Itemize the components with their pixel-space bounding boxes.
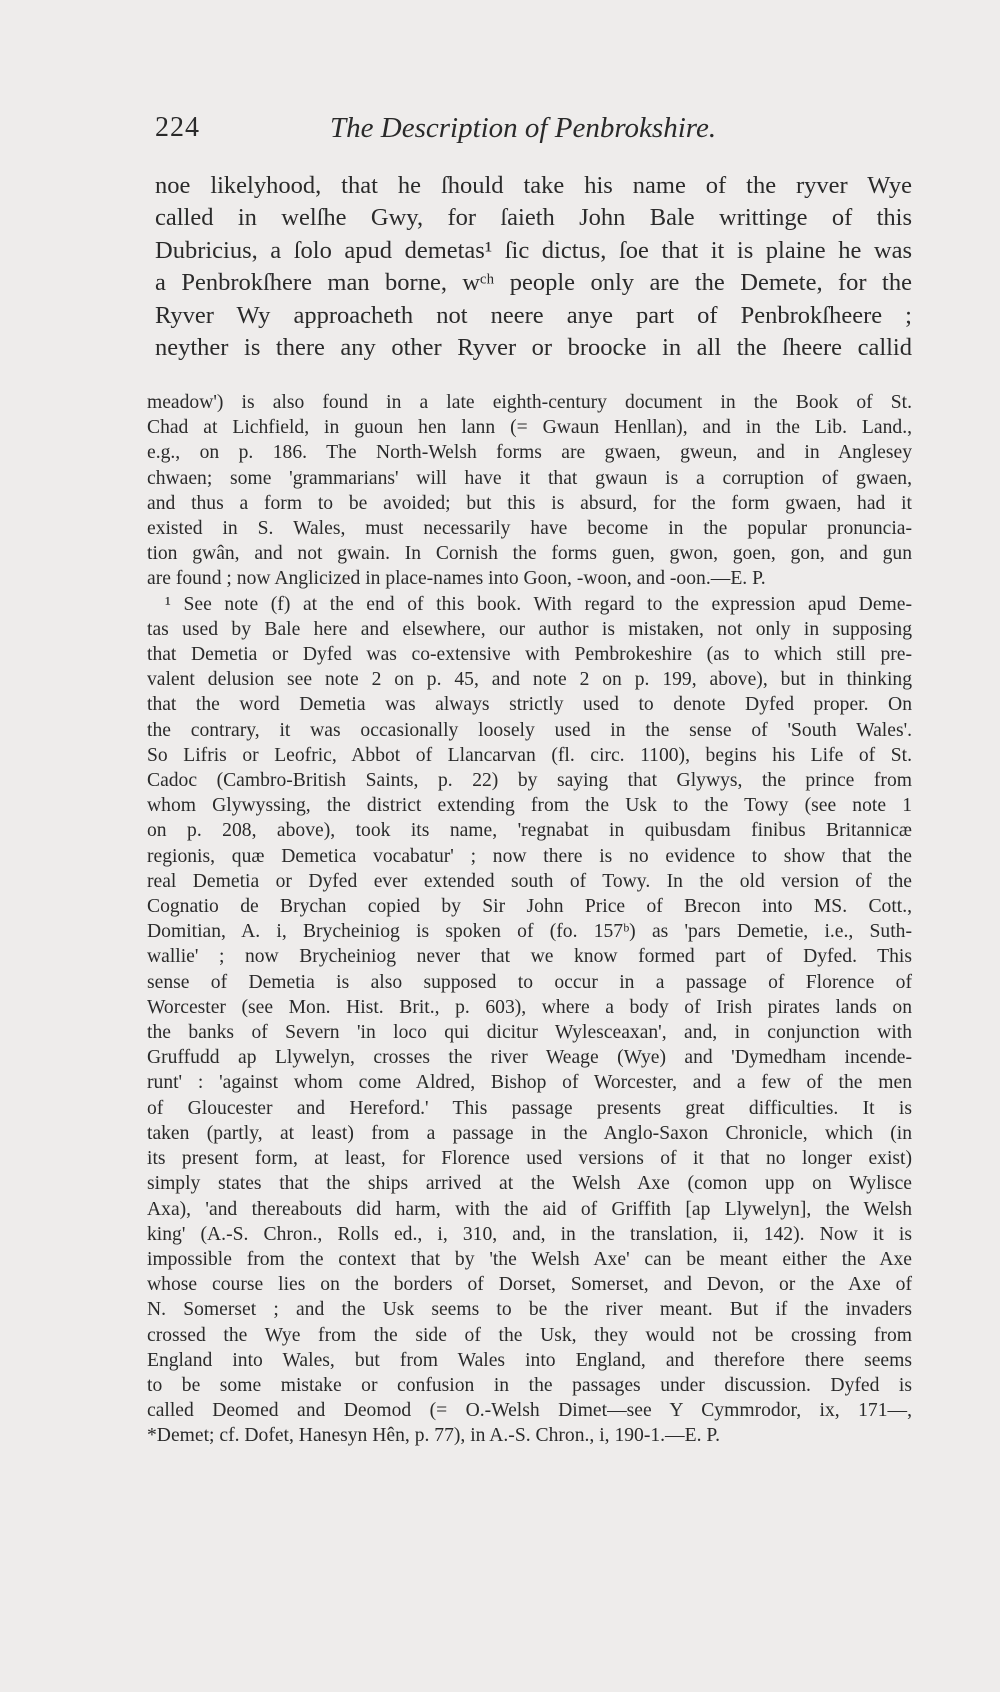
main-text-line: a Penbrokſhere man borne, wᶜʰ people only are the Demete, for the <box>155 269 912 297</box>
footnote-line: impossible from the context that by 'the Welsh Axe' can be meant either the Axe <box>147 1248 912 1270</box>
footnote-line: Cognatio de Brychan copied by Sir John Price of Brecon into MS. Cott., <box>147 896 912 918</box>
footnote-line: Axa), 'and thereabouts did harm, with the aid of Griffith [ap Llywelyn], the Welsh <box>147 1198 912 1220</box>
footnote-line: simply states that the ships arrived at the Welsh Axe (comon upp on Wylisce <box>147 1173 912 1195</box>
footnote-line: that the word Demetia was always strictly used to denote Dyfed proper. On <box>147 694 912 716</box>
footnotes-block <box>147 390 912 1449</box>
footnote-line: existed in S. Wales, must necessarily have become in the popular pronuncia- <box>147 518 912 540</box>
footnote-line: on p. 208, above), took its name, 'regnabat in quibusdam finibus Britannicæ <box>147 820 912 842</box>
footnote-line: whom Glywyssing, the district extending from the Usk to the Towy (see note 1 <box>147 795 912 817</box>
running-title: The Description of Penbrokshire. <box>330 112 717 144</box>
footnote-line: king' (A.-S. Chron., Rolls ed., i, 310, and, in the translation, ii, 142). Now it is <box>147 1223 912 1245</box>
footnote-line: chwaen; some 'grammarians' will have it that gwaun is a corruption of gwaen, <box>147 467 912 489</box>
footnote-line: Gruffudd ap Llywelyn, crosses the river Weage (Wye) and 'Dymedham incende- <box>147 1047 912 1069</box>
footnote-line: sense of Demetia is also supposed to occur in a passage of Florence of <box>147 971 912 993</box>
footnote-line: real Demetia or Dyfed ever extended south of Towy. In the old version of the <box>147 870 912 892</box>
footnote-line: are found ; now Anglicized in place-names into Goon, -woon, and -oon.—E. P. <box>147 568 766 590</box>
footnote-line: *Demet; cf. Dofet, Hanesyn Hên, p. 77), in A.-S. Chron., i, 190-1.—E. P. <box>147 1425 721 1447</box>
footnote-line: tion gwân, and not gwain. In Cornish the forms guen, gwon, goen, gon, and gun <box>147 543 912 565</box>
main-text-line: Dubricius, a ſolo apud demetas¹ ſic dictus, ſoe that it is plaine he was <box>155 236 912 264</box>
footnote-line: meadow') is also found in a late eighth-century document in the Book of St. <box>147 392 912 413</box>
footnote-line: regionis, quæ Demetica vocabatur' ; now there is no evidence to show that the <box>147 845 912 867</box>
footnote-line: e.g., on p. 186. The North-Welsh forms are gwaen, gweun, and in Anglesey <box>147 442 912 464</box>
footnote-line: crossed the Wye from the side of the Usk, they would not be crossing from <box>147 1324 912 1346</box>
main-text-line: Ryver Wy approacheth not neere anye part of Penbrokſheere ; <box>155 301 912 329</box>
footnote-line: runt' : 'against whom come Aldred, Bishop of Worcester, and a few of the men <box>147 1072 912 1094</box>
footnote-line: valent delusion see note 2 on p. 45, and note 2 on p. 199, above), but in thinking <box>147 669 912 691</box>
footnote-line: the banks of Severn 'in loco qui dicitur Wylesceaxan', and, in conjunction with <box>147 1022 912 1044</box>
footnote-line: that Demetia or Dyfed was co-extensive with Pembrokeshire (as to which still pre- <box>147 644 912 666</box>
footnote-line: called Deomed and Deomod (= O.-Welsh Dimet—see Y Cymmrodor, ix, 171—, <box>147 1400 912 1422</box>
footnote-line: of Gloucester and Hereford.' This passage presents great difficulties. It is <box>147 1097 912 1119</box>
footnote-line: tas used by Bale here and elsewhere, our author is mistaken, not only in supposing <box>147 618 912 640</box>
footnote-line: England into Wales, but from Wales into England, and therefore there seems <box>147 1349 912 1371</box>
footnote-line: to be some mistake or confusion in the passages under discussion. Dyfed is <box>147 1374 912 1396</box>
footnote-line: N. Somerset ; and the Usk seems to be the river meant. But if the invaders <box>147 1299 912 1321</box>
footnote-line: taken (partly, at least) from a passage in the Anglo-Saxon Chronicle, which (in <box>147 1122 912 1144</box>
footnote-line: wallie' ; now Brycheiniog never that we know formed part of Dyfed. This <box>147 946 912 968</box>
footnote-line: its present form, at least, for Florence used versions of it that no longer exist) <box>147 1148 912 1170</box>
footnote-line: and thus a form to be avoided; but this is absurd, for the form gwaen, had it <box>147 492 912 514</box>
footnote-line: whose course lies on the borders of Dorset, Somerset, and Devon, or the Axe of <box>147 1274 912 1296</box>
page-header <box>155 112 845 152</box>
main-text-line: called in welſhe Gwy, for ſaieth John Bale writtinge of this <box>155 204 912 232</box>
footnote-line: ¹ See note (f) at the end of this book. With regard to the expression apud Deme- <box>165 593 912 615</box>
footnote-line: Chad at Lichfield, in guoun hen lann (= Gwaun Henllan), and in the Lib. Land., <box>147 417 912 439</box>
main-text-line: noe likelyhood, that he ſhould take his name of the ryver Wye <box>155 172 912 199</box>
footnote-line: Cadoc (Cambro-British Saints, p. 22) by saying that Glywys, the prince from <box>147 770 912 792</box>
footnote-line: Domitian, A. i, Brycheiniog is spoken of (fo. 157ᵇ) as 'pars Demetie, i.e., Suth- <box>147 921 912 943</box>
footnote-line: So Lifris or Leofric, Abbot of Llancarvan (fl. circ. 1100), begins his Life of St. <box>147 744 912 766</box>
page-number: 224 <box>155 112 200 143</box>
main-text-block <box>155 170 912 364</box>
footnote-line: the contrary, it was occasionally loosely used in the sense of 'South Wales'. <box>147 719 912 741</box>
main-text-line: neyther is there any other Ryver or broocke in all the ſheere callid <box>155 334 912 362</box>
footnote-line: Worcester (see Mon. Hist. Brit., p. 603), where a body of Irish pirates lands on <box>147 996 912 1018</box>
